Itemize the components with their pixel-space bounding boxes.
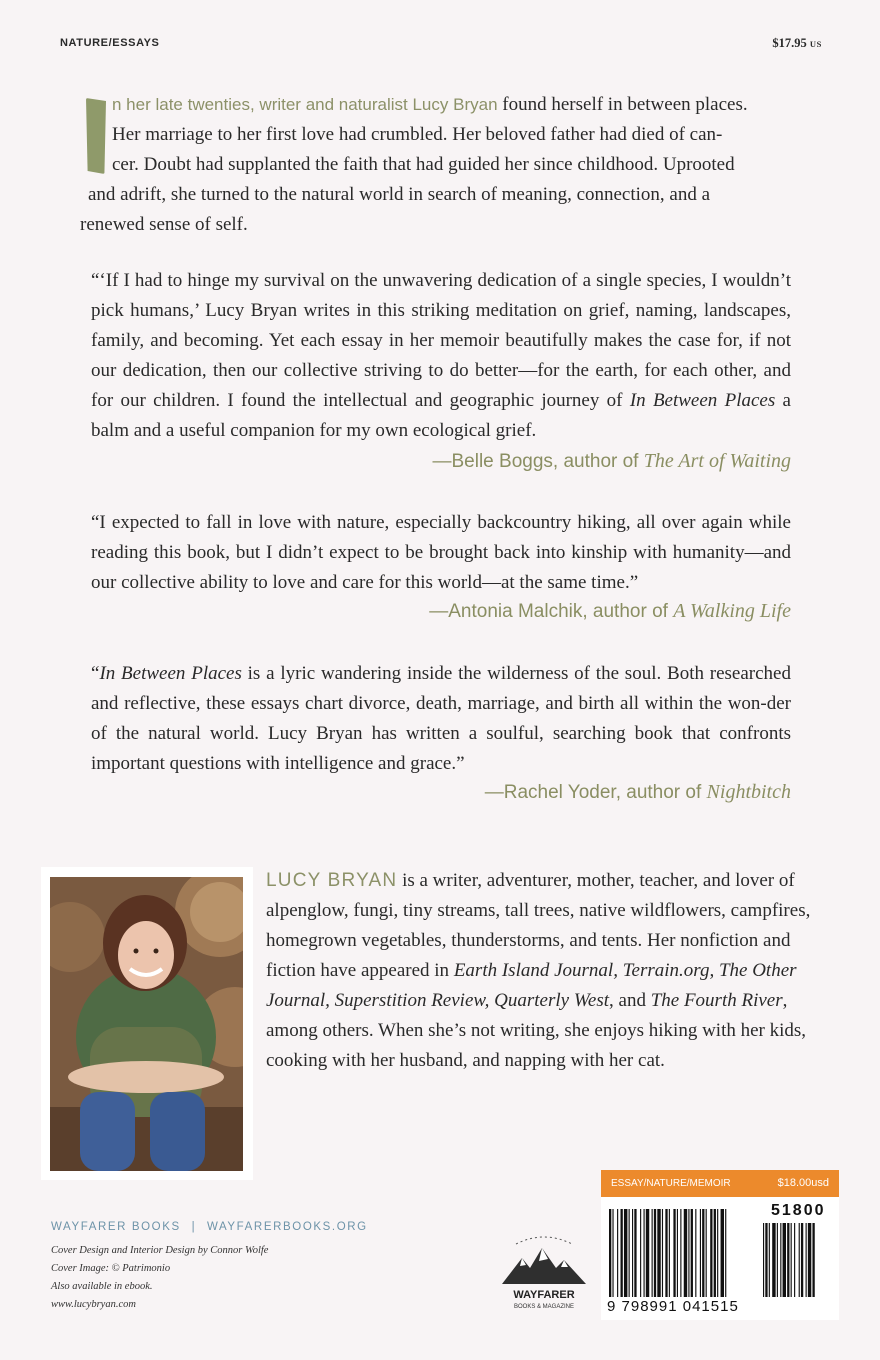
barcode-bar [646, 1209, 649, 1297]
price-label [772, 36, 822, 51]
intro-line3: cer. Doubt had supplanted the faith that had guided her since childhood. Uprooted [112, 154, 735, 175]
barcode-bar [609, 1209, 611, 1297]
attribution-3-book: Nightbitch [706, 781, 791, 803]
barcode-bar [684, 1209, 687, 1297]
addon-bar [777, 1223, 778, 1297]
author-portrait-illustration [50, 877, 243, 1171]
quote-3-title: In Between Places [99, 663, 242, 684]
intro-line5: renewed sense of self. [80, 214, 248, 235]
addon-bar [783, 1223, 786, 1297]
intro-line2: Her marriage to her first love had crumbled. Her beloved father had died of can- [112, 124, 723, 145]
blurb-attribution-1 [433, 450, 792, 473]
cover-credits [51, 1242, 268, 1314]
blurb-quote-1 [91, 266, 791, 446]
addon-bar [765, 1223, 767, 1297]
barcode-bar [702, 1209, 704, 1297]
barcode-price-band [601, 1170, 839, 1197]
author-bio [266, 866, 831, 1076]
wayfarer-logo [496, 1232, 592, 1316]
quote-1-text-end: a balm and a useful companion for my own ecological grief. [91, 390, 791, 441]
logo-name: WAYFARER [513, 1289, 575, 1301]
addon-bar [794, 1223, 795, 1297]
barcode-bar [644, 1209, 645, 1297]
bio-publications: Earth Island Journal, Terrain.org, The Other Journal, Superstition Review, Quarterly West [266, 960, 797, 1011]
credit-image: Cover Image: © Patrimonio [51, 1263, 171, 1274]
credit-design: Cover Design and Interior Design by Connor Wolfe [51, 1245, 269, 1256]
barcode-bar [721, 1209, 724, 1297]
publisher-website[interactable]: WAYFARERBOOKS.ORG [206, 1221, 368, 1233]
attribution-2-book: A Walking Life [673, 600, 791, 622]
quote-3-open: “ [91, 663, 100, 684]
barcode-bar [624, 1209, 627, 1297]
barcode-bar [680, 1209, 681, 1297]
quote-1-title: In Between Places [629, 390, 776, 411]
publisher-line [51, 1221, 368, 1233]
author-photo [50, 877, 243, 1171]
blurb-attribution-2 [429, 600, 791, 623]
publisher-separator: | [191, 1221, 197, 1233]
barcode-bar [617, 1209, 618, 1297]
barcode-bar [717, 1209, 718, 1297]
barcode-bar [669, 1209, 670, 1297]
attribution-1-book: The Art of Waiting [643, 450, 791, 472]
barcode-bar [662, 1209, 663, 1297]
barcode-bar [657, 1209, 660, 1297]
publisher-name: WAYFARER BOOKS [51, 1221, 181, 1233]
addon-bar [812, 1223, 814, 1297]
quote-3-text: is a lyric wandering inside the wilderness of the soul. Both researched and reflective, these essays chart divorce, death, marriage, and birth all within the won-der of the natural world. Lucy Bryan has written a soulful, searching book that confronts important questions with intelligence and grace.” [91, 663, 791, 774]
barcode-bar [677, 1209, 678, 1297]
intro-line1: found herself in between places. [497, 94, 748, 115]
mountain-logo-icon [496, 1232, 592, 1316]
blurb-quote-2 [91, 508, 791, 598]
barcode-bar [612, 1209, 613, 1297]
barcode-bar [634, 1209, 636, 1297]
attribution-3-author: —Rachel Yoder, author of [484, 782, 707, 803]
bio-publication-last: The Fourth River [650, 990, 783, 1011]
barcode-bar [629, 1209, 630, 1297]
barcode-bar [691, 1209, 693, 1297]
addon-bar [806, 1223, 807, 1297]
quote-1-text: “‘If I had to hinge my survival on the unwavering dedication of a single species, I wouldn’t pick humans,’ Lucy Bryan writes in this striking meditation on grief, naming, landscapes, family, and becoming. Yet each essay in her memoir beautifully makes the case for, if not our dedication, then our collective striving to do better—for the earth, for each other, and for our children. I found the intellectual and geographic journey of [91, 270, 791, 411]
price-value: $17.95 [772, 36, 807, 50]
addon-bar [787, 1223, 789, 1297]
barcode-bar [632, 1209, 633, 1297]
barcode-category: ESSAY/NATURE/MEMOIR [611, 1178, 731, 1189]
intro-lead: n her late twenties, writer and naturalist Lucy Bryan [112, 95, 498, 114]
bio-text-c: , among others. When she’s not writing, she enjoys hiking with her kids, cooking with her husband, and napping with her cat. [266, 990, 807, 1071]
barcode-bar [621, 1209, 623, 1297]
author-website[interactable]: www.lucybryan.com [51, 1299, 136, 1310]
barcode-bar [700, 1209, 701, 1297]
intro-paragraph [80, 90, 810, 240]
barcode-bar [714, 1209, 716, 1297]
price-currency: US [809, 39, 822, 49]
barcode-bar [654, 1209, 656, 1297]
author-name: LUCY BRYAN [266, 870, 398, 891]
barcode-bar [640, 1209, 641, 1297]
quote-2-text: “I expected to fall in love with nature, especially backcountry hiking, all over again while reading this book, but I didn’t expect to be brought back into kinship with humanity—and our collective ability to love and care for this world—at the same time.” [91, 512, 791, 593]
bio-text-a: is a writer, adventurer, mother, teacher, and lover of alpenglow, fungi, tiny streams, tall trees, native wildflowers, campfires, homegrown vegetables, thunderstorms, and tents. Her nonfiction and fiction have appeared in [266, 870, 811, 981]
addon-bar [769, 1223, 770, 1297]
addon-bar [772, 1223, 775, 1297]
addon-bar [808, 1223, 811, 1297]
addon-bar [801, 1223, 803, 1297]
credit-ebook: Also available in ebook. [51, 1281, 153, 1292]
attribution-2-author: —Antonia Malchik, author of [429, 601, 674, 622]
barcode-bar [706, 1209, 707, 1297]
barcode-price: $18.00usd [777, 1177, 829, 1189]
intro-line4: and adrift, she turned to the natural world in search of meaning, connection, and a [88, 184, 711, 205]
blurb-quote-3 [91, 659, 791, 779]
addon-bar [791, 1223, 792, 1297]
barcode-bar [665, 1209, 667, 1297]
barcode-bar [673, 1209, 675, 1297]
blurb-attribution-3 [485, 781, 791, 804]
barcode-bar [652, 1209, 653, 1297]
isbn-digits: 9 798991 041515 [607, 1298, 739, 1315]
bio-text-b: , and [609, 990, 651, 1011]
category-label: NATURE/ESSAYS [60, 37, 160, 49]
barcode-bar [710, 1209, 712, 1297]
addon-bar [780, 1223, 781, 1297]
addon-bar [763, 1223, 764, 1297]
addon-bar [799, 1223, 800, 1297]
barcode-bar [725, 1209, 726, 1297]
addon-digits: 51800 [771, 1202, 826, 1219]
logo-sub: BOOKS & MAGAZINE [513, 1304, 575, 1310]
attribution-1-author: —Belle Boggs, author of [432, 451, 644, 472]
barcode-bar [688, 1209, 689, 1297]
barcode-bar [695, 1209, 696, 1297]
